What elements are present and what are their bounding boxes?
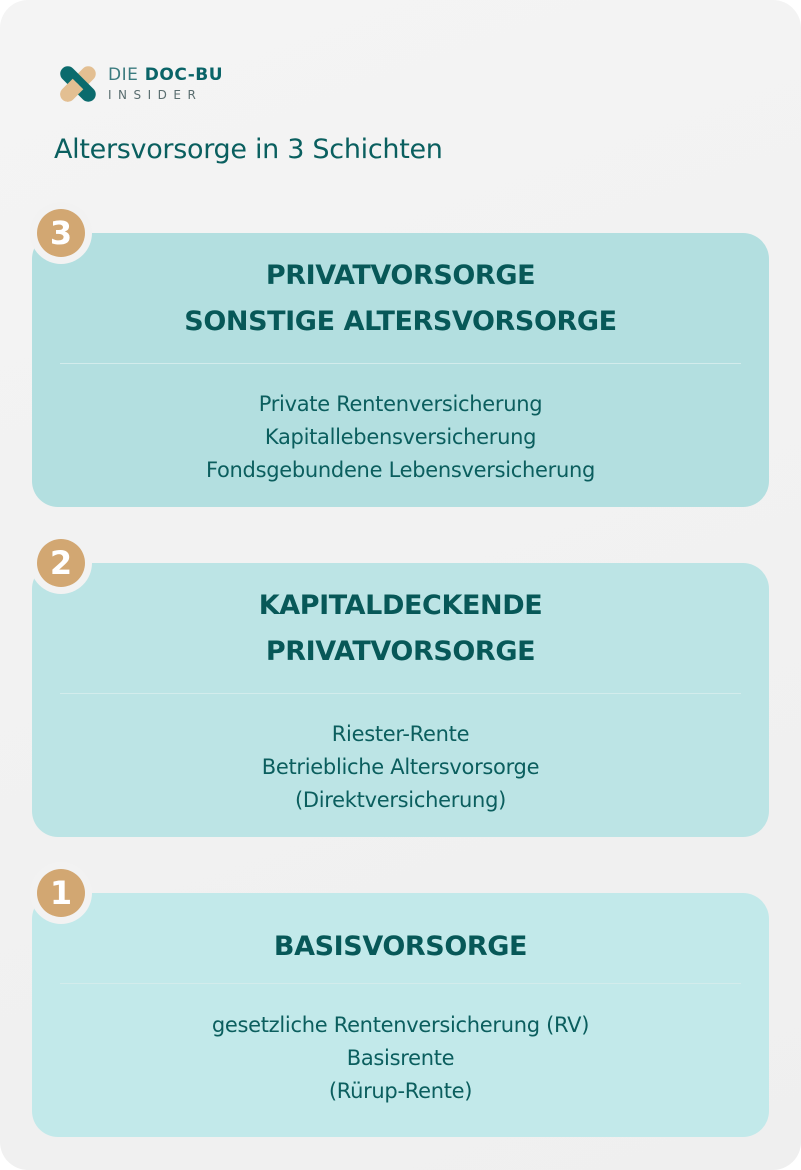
- divider: [60, 693, 741, 694]
- logo-subtitle: INSIDER: [108, 88, 203, 102]
- page-title: Altersvorsorge in 3 Schichten: [54, 134, 443, 165]
- tier-number: 2: [37, 539, 85, 587]
- tier-1-card: [32, 893, 769, 1137]
- tier-heading-line: SONSTIGE ALTERSVORSORGE: [184, 306, 617, 337]
- logo-brand: DOC-BU: [144, 65, 224, 85]
- list-item: Basisrente: [346, 1046, 455, 1070]
- tier-3-card: [32, 233, 769, 507]
- logo-line1: [108, 67, 223, 84]
- tier-number: 3: [37, 209, 85, 257]
- tier-3-badge: [30, 202, 92, 264]
- divider: [60, 983, 741, 984]
- list-item: Betriebliche Altersvorsorge: [261, 755, 540, 779]
- tier-heading-line: PRIVATVORSORGE: [265, 260, 536, 291]
- list-item: (Direktversicherung): [295, 788, 506, 812]
- tier-2-card: [32, 563, 769, 837]
- tier-items: [32, 1009, 769, 1108]
- logo-prefix: DIE: [108, 65, 139, 85]
- list-item: Riester-Rente: [331, 722, 470, 746]
- list-item: Private Rentenversicherung: [258, 392, 543, 416]
- list-item: gesetzliche Rentenversicherung (RV): [211, 1013, 590, 1037]
- tier-heading: [32, 583, 769, 675]
- tier-heading: [32, 924, 769, 970]
- tier-items: [32, 388, 769, 487]
- list-item: Kapitallebensversicherung: [264, 425, 537, 449]
- tier-heading-line: PRIVATVORSORGE: [265, 636, 536, 667]
- list-item: (Rürup-Rente): [328, 1079, 473, 1103]
- tier-heading-line: BASISVORSORGE: [273, 931, 528, 962]
- divider: [60, 363, 741, 364]
- tier-heading: [32, 253, 769, 345]
- logo-text: [108, 67, 223, 101]
- logo: [56, 62, 223, 106]
- tier-items: [32, 718, 769, 817]
- tier-number: 1: [37, 869, 85, 917]
- logo-cross-icon: [56, 62, 100, 106]
- tier-2-badge: [30, 532, 92, 594]
- tier-1-badge: [30, 862, 92, 924]
- tier-heading-line: KAPITALDECKENDE: [258, 590, 543, 621]
- list-item: Fondsgebundene Lebensversicherung: [205, 458, 596, 482]
